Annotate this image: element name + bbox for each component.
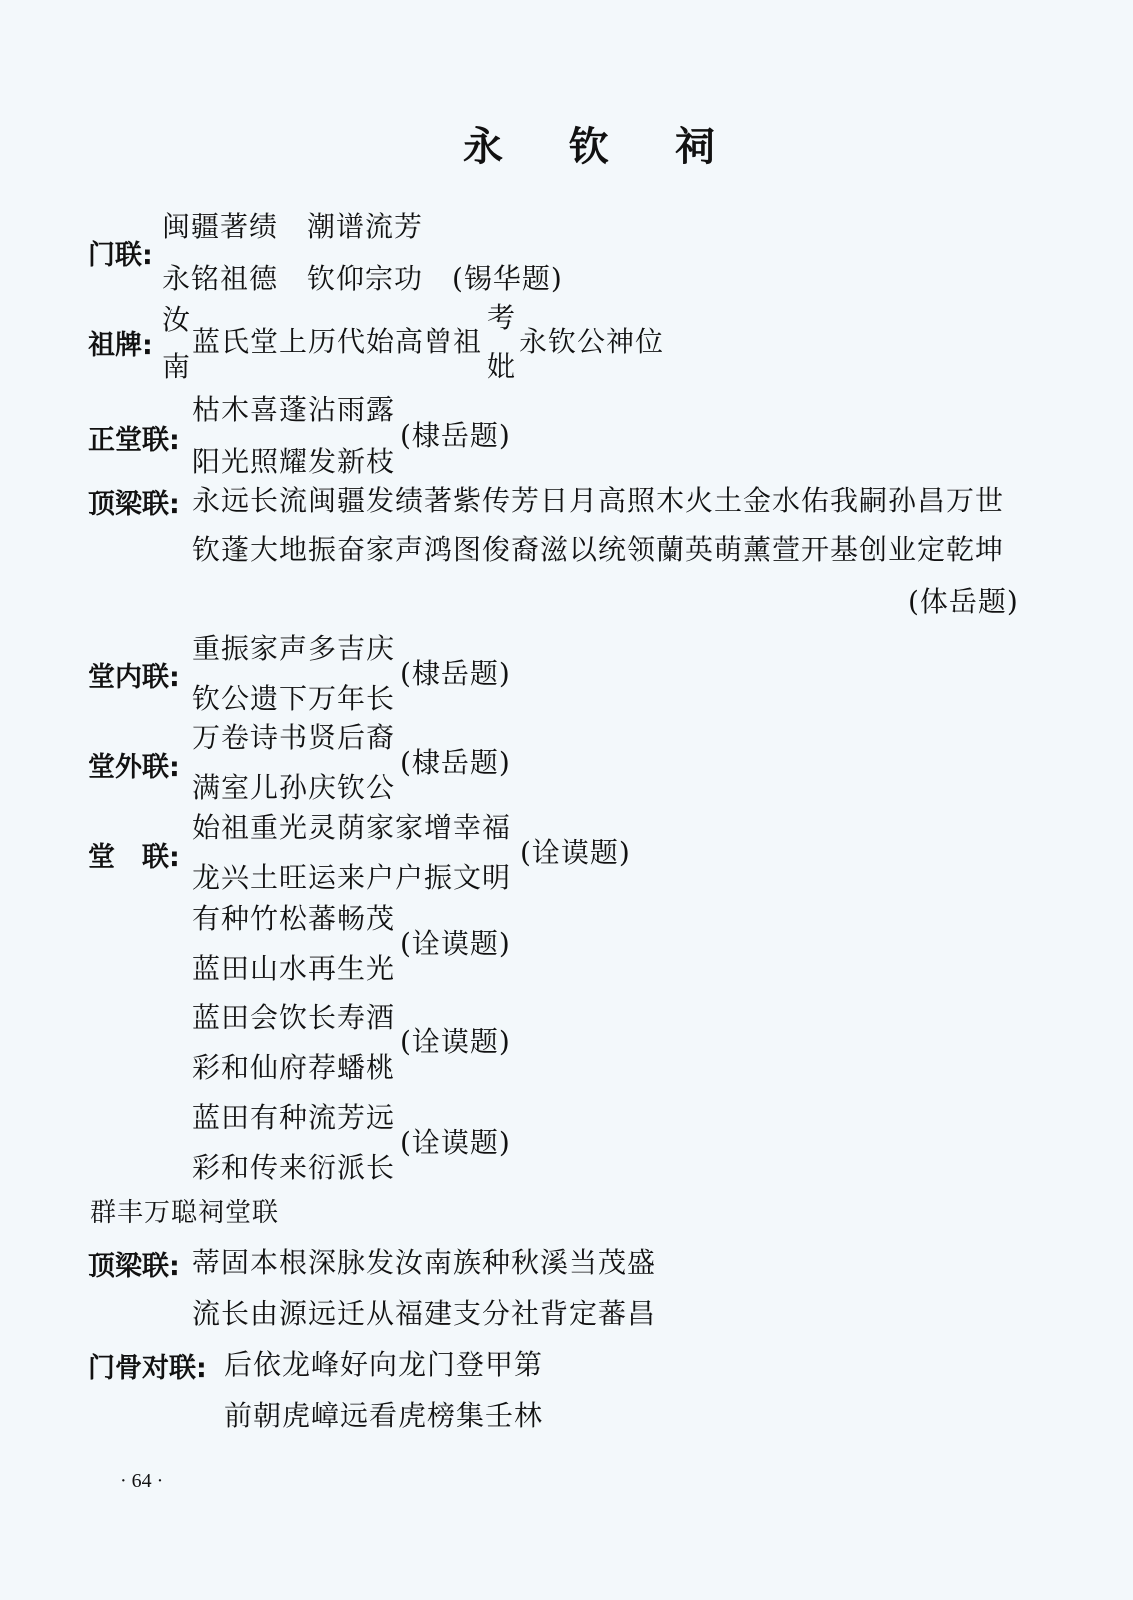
tanglian-pair2-line1: 有种竹松蕃畅茂 (192, 902, 396, 935)
mengu-label: 门骨对联: (88, 1353, 207, 1384)
dingliang1-author: (体岳题) (908, 585, 1019, 618)
tanglian-pair1-line2: 龙兴土旺运来户户振文明 (192, 861, 512, 894)
tangnei-label: 堂内联: (88, 662, 180, 693)
menlian-line1: 闽疆著绩 潮谱流芳 (162, 210, 424, 243)
menlian-line2: 永铭祖德 钦仰宗功 (锡华题) (162, 262, 563, 295)
mengu-line2: 前朝虎嶂远看虎榜集壬林 (224, 1399, 544, 1432)
qunfeng-heading: 群丰万聪祠堂联 (90, 1198, 280, 1228)
dingliang2-line1: 蒂固本根深脉发汝南族种秋溪当茂盛 (192, 1246, 657, 1279)
zhengtang-author: (棣岳题) (400, 419, 511, 452)
zupai-left-bottom: 南 (162, 350, 192, 383)
tanglian-pair2-line2: 蓝田山水再生光 (192, 952, 396, 985)
tanglian-pair3-author: (诠谟题) (400, 1025, 511, 1058)
zhengtang-line1: 枯木喜蓬沾雨露 (192, 393, 396, 426)
tanglian-pair4-line1: 蓝田有种流芳远 (192, 1101, 396, 1134)
dingliang2-label: 顶梁联: (88, 1251, 180, 1282)
tangwai-label: 堂外联: (88, 752, 180, 783)
tanglian-pair4-line2: 彩和传来衍派长 (192, 1151, 396, 1184)
tangnei-line1: 重振家声多吉庆 (192, 632, 396, 665)
menlian-label: 门联: (88, 240, 153, 271)
dingliang2-line2: 流长由源远迁从福建支分社背定蕃昌 (192, 1297, 657, 1330)
tanglian-pair2-author: (诠谟题) (400, 927, 511, 960)
zupai-right-top: 考 (487, 301, 517, 334)
tangnei-author: (棣岳题) (400, 657, 511, 690)
tanglian-label: 堂 联: (88, 842, 180, 873)
dingliang1-line1: 永远长流闽疆发绩著紫传芳日月高照木火土金水佑我嗣孙昌万世 (192, 484, 1005, 517)
dingliang1-line2: 钦蓬大地振奋家声鸿图俊裔滋以统领蘭英萌薰萱开基创业定乾坤 (192, 533, 1005, 566)
tangwai-line1: 万卷诗书贤后裔 (192, 721, 396, 754)
zhengtang-line2: 阳光照耀发新枝 (192, 445, 396, 478)
tanglian-pair3-line1: 蓝田会饮长寿酒 (192, 1001, 396, 1034)
tangwai-author: (棣岳题) (400, 746, 511, 779)
tanglian-pair3-line2: 彩和仙府荐蟠桃 (192, 1051, 396, 1084)
zupai-end: 永钦公神位 (519, 325, 665, 358)
page-number: · 64 · (120, 1470, 164, 1492)
tangwai-line2: 满室儿孙庆钦公 (192, 771, 396, 804)
tangnei-line2: 钦公遗下万年长 (192, 682, 396, 715)
zupai-right-bottom: 妣 (487, 350, 517, 383)
zupai-middle: 蓝氏堂上历代始高曾祖 (192, 325, 483, 358)
tanglian-pair4-author: (诠谟题) (400, 1126, 511, 1159)
dingliang1-label: 顶梁联: (88, 489, 180, 520)
mengu-line1: 后依龙峰好向龙门登甲第 (224, 1348, 544, 1381)
page-title: 永 钦 祠 (463, 124, 741, 170)
zhengtang-label: 正堂联: (88, 425, 180, 456)
tanglian-pair1-line1: 始祖重光灵荫家家增幸福 (192, 811, 512, 844)
zupai-left-top: 汝 (162, 303, 192, 336)
zupai-label: 祖牌: (88, 330, 153, 361)
tanglian-pair1-author: (诠谟题) (520, 836, 631, 869)
